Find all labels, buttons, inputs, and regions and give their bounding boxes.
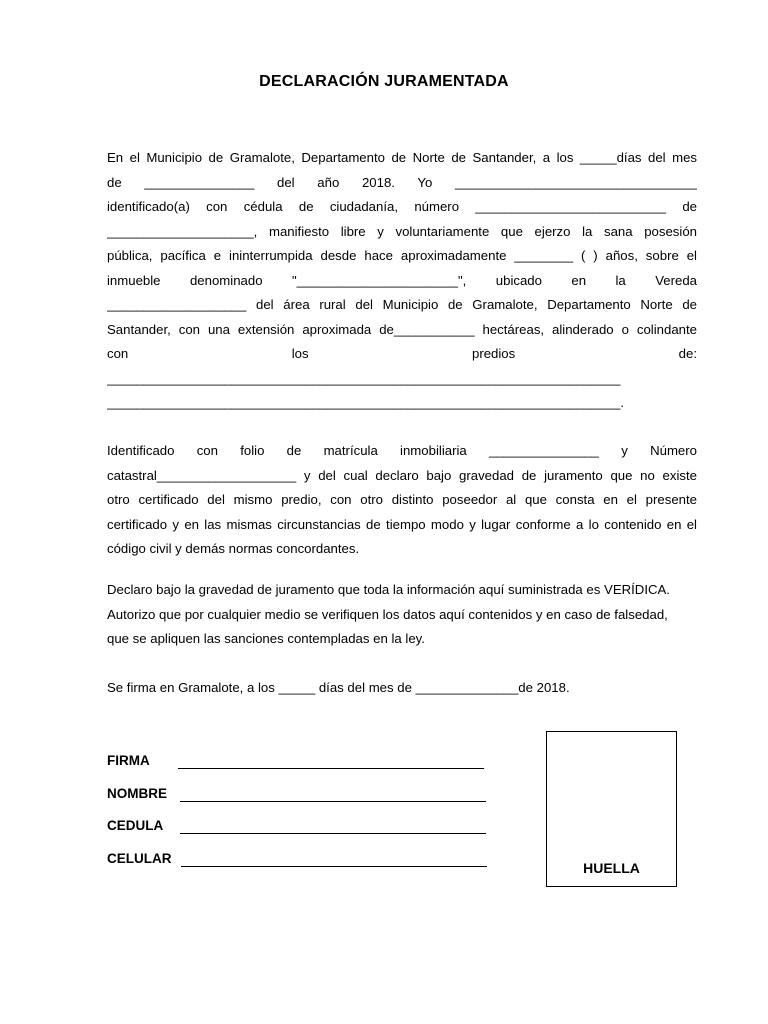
text-line: ____________________, manifiesto libre y voluntariamente que ejerzo la sana posesión	[107, 223, 697, 239]
field-label-firma: FIRMA	[107, 753, 150, 768]
signature-line[interactable]	[178, 768, 484, 769]
field-label-celular: CELULAR	[107, 851, 172, 866]
field-label-cedula: CEDULA	[107, 818, 164, 833]
text-line: código civil y demás normas concordantes.	[107, 541, 360, 556]
document-title: DECLARACIÓN JURAMENTADA	[259, 73, 509, 90]
signature-field-cedula	[107, 818, 489, 838]
signature-field-firma	[107, 753, 487, 773]
name-line[interactable]	[180, 801, 486, 802]
text-line: Identificado con folio de matrícula inmobiliaria _______________ y Número	[107, 443, 697, 458]
signature-field-celular	[107, 851, 490, 871]
text-line: ___________________ del área rural del Municipio de Gramalote, Departamento Norte de	[107, 297, 697, 312]
paragraph-veracity	[107, 578, 697, 652]
text-line: inmueble denominado "______________________", ubicado en la Vereda	[107, 272, 697, 288]
text-line: Se firma en Gramalote, a los _____ días del mes de ______________de 2018.	[107, 680, 570, 695]
text-line: certificado y en las mismas circunstancias de tiempo modo y lugar conforme a lo contenido en el	[107, 516, 697, 532]
id-number-line[interactable]	[180, 833, 486, 834]
paragraph-registration	[107, 439, 697, 562]
paragraph-declaration	[107, 146, 697, 416]
blank-line: ______________________________________________________________________	[107, 370, 621, 386]
text-line: pública, pacífica e ininterrumpida desde hace aproximadamente ________ ( ) años, sobre el	[107, 248, 697, 263]
phone-line[interactable]	[181, 866, 487, 867]
text-line: con los predios de:	[107, 346, 697, 361]
paragraph-signing-date	[107, 676, 697, 701]
text-line: catastral___________________ y del cual declaro bajo gravedad de juramento que no existe	[107, 467, 697, 483]
signature-field-nombre	[107, 786, 489, 806]
text-line: Santander, con una extensión aproximada de___________ hectáreas, alinderado o colindante	[107, 321, 697, 337]
text-line: que se apliquen las sanciones contempladas en la ley.	[107, 631, 425, 646]
text-line: de _______________ del año 2018. Yo _________________________________	[107, 174, 697, 190]
fingerprint-label: HUELLA	[583, 860, 640, 876]
text-line: Autorizo que por cualquier medio se verifiquen los datos aquí contenidos y en caso de falsedad,	[107, 606, 668, 622]
text-line: En el Municipio de Gramalote, Departamento de Norte de Santander, a los _____días del mes	[107, 150, 697, 165]
fingerprint-box	[546, 731, 677, 887]
text-line: otro certificado del mismo predio, con otro distinto poseedor al que consta en el presente	[107, 492, 697, 507]
blank-line: ______________________________________________________________________.	[107, 395, 625, 410]
field-label-nombre: NOMBRE	[107, 786, 167, 801]
text-line: identificado(a) con cédula de ciudadanía, número __________________________ de	[107, 199, 697, 214]
text-line: Declaro bajo la gravedad de juramento que toda la información aquí suministrada es VERÍDICA.	[107, 582, 670, 597]
